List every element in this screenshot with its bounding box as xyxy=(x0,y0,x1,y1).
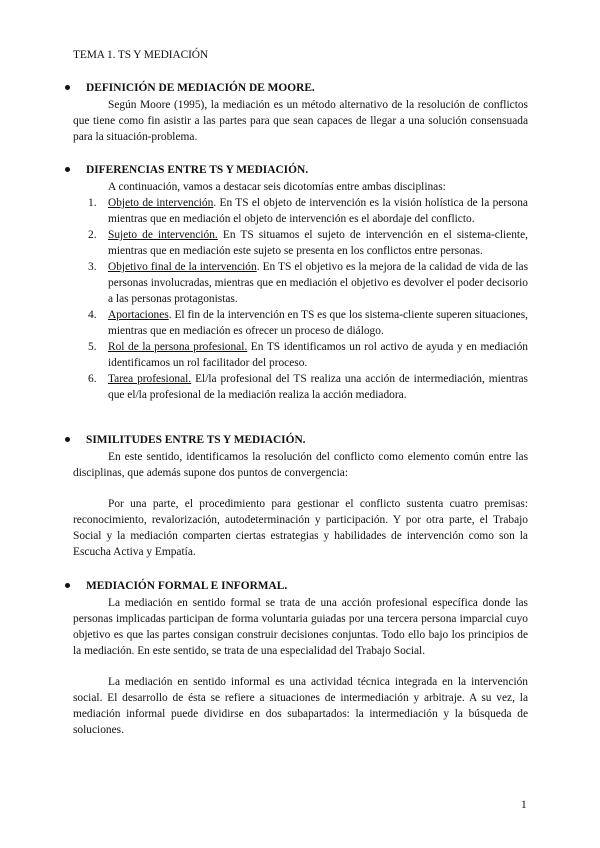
list-item xyxy=(73,371,528,403)
item-text: En TS identificamos un rol activo de ayuda y en mediación identificamos un rol facilitador del proceso. xyxy=(108,341,528,369)
numbered-list xyxy=(73,195,528,403)
section-heading xyxy=(73,162,528,178)
list-item xyxy=(73,339,528,371)
list-intro: A continuación, vamos a destacar seis dicotomías entre ambas disciplinas: xyxy=(108,181,446,193)
item-text: . El fin de la intervención en TS es que los sistema-cliente superen situaciones, mientras que en mediación es ofrecer un proceso de diálogo. xyxy=(108,309,528,337)
item-number: 1. xyxy=(88,197,97,209)
list-item xyxy=(73,259,528,307)
item-text: En TS situamos el sujeto de intervención en el sistema-cliente, mientras que en mediación este sujeto se presenta en los conflictos entre personas. xyxy=(108,229,529,257)
paragraph-spacer xyxy=(73,659,528,674)
item-term: Sujeto de intervención. xyxy=(108,229,218,241)
item-number: 6. xyxy=(88,373,97,385)
item-number: 3. xyxy=(88,261,97,273)
list-item xyxy=(73,307,528,339)
heading-text: DIFERENCIAS ENTRE TS Y MEDIACIÓN. xyxy=(86,164,309,176)
section-diferencias xyxy=(73,162,528,403)
section-similitudes xyxy=(73,432,528,560)
paragraph: En este sentido, identificamos la resolución del conflicto como elemento común entre las disciplinas, que además supone dos puntos de convergencia: xyxy=(73,451,528,479)
item-term: Objeto de intervención xyxy=(108,197,214,209)
item-term: Tarea profesional. xyxy=(108,373,192,385)
item-term: Objetivo final de la intervención xyxy=(108,261,257,273)
item-number: 5. xyxy=(88,341,97,353)
list-item xyxy=(73,195,528,227)
heading-text: MEDIACIÓN FORMAL E INFORMAL. xyxy=(86,580,288,592)
bullet-icon xyxy=(65,167,70,172)
section-formal-informal xyxy=(73,578,528,738)
page-number: 1 xyxy=(521,799,527,811)
paragraph: Según Moore (1995), la mediación es un método alternativo de la resolución de conflictos que tiene como fin asistir a las partes para que sean capaces de llegar a una solución consensuada para la situación-problema. xyxy=(73,99,528,143)
bullet-icon xyxy=(65,583,70,588)
paragraph: La mediación en sentido informal es una actividad técnica integrada en la intervención social. El desarrollo de ésta se refiere a situaciones de intermediación y arbitraje. A su vez, la mediación informal puede dividirse en dos subapartados: la intermediación y la búsqueda de soluciones. xyxy=(73,676,528,736)
bullet-icon xyxy=(65,85,70,90)
item-number: 2. xyxy=(88,229,97,241)
bullet-icon xyxy=(65,437,70,442)
heading-text: SIMILITUDES ENTRE TS Y MEDIACIÓN. xyxy=(86,434,306,446)
heading-text: DEFINICIÓN DE MEDIACIÓN DE MOORE. xyxy=(86,82,315,94)
section-moore xyxy=(73,80,528,145)
section-heading xyxy=(73,80,528,96)
list-item xyxy=(73,227,528,259)
paragraph: La mediación en sentido formal se trata de una acción profesional específica donde las personas implicadas participan de forma voluntaria guiadas por una tercera persona imparcial cuyo objetivo es que las partes consigan construir decisiones conjuntas. Todo ello bajo los principios de la mediación. En este sentido, se trata de una especialidad del Trabajo Social. xyxy=(73,597,528,657)
item-number: 4. xyxy=(88,309,97,321)
section-heading xyxy=(73,432,528,448)
item-term: Rol de la persona profesional. xyxy=(108,341,248,353)
item-text: . En TS el objeto de intervención es la visión holística de la persona mientras que en mediación el objeto de intervención es el abordaje del conflicto. xyxy=(108,197,528,225)
item-term: Aportaciones xyxy=(108,309,169,321)
document-title: TEMA 1. TS Y MEDIACIÓN xyxy=(73,49,209,61)
paragraph: Por una parte, el procedimiento para gestionar el conflicto sustenta cuatro premisas: reconocimiento, revalorización, autodeterminación y participación. Y por otra parte, el Trabajo Social y la mediación comparten ciertas estrategias y habilidades de intervención como son la Escucha Activa y Empatía. xyxy=(73,498,528,558)
item-text: . En TS el objetivo es la mejora de la calidad de vida de las personas involucradas, mientras que en mediación el objetivo es devolver el poder decisorio a las personas protagonistas. xyxy=(108,261,529,305)
section-heading xyxy=(73,578,528,594)
item-text: El/la profesional del TS realiza una acción de intermediación, mientras que el/la profesional de la mediación realiza la acción mediadora. xyxy=(108,373,528,401)
paragraph-spacer xyxy=(73,481,528,496)
